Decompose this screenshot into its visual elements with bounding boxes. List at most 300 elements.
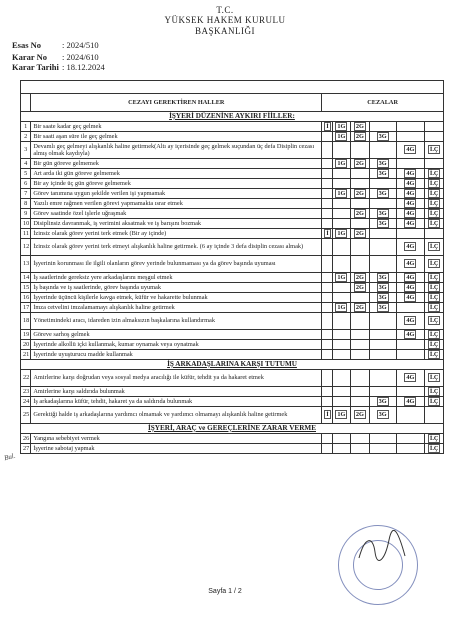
penalty-cell — [322, 219, 332, 229]
penalty-cell — [322, 350, 332, 360]
penalty-value: 4G — [406, 260, 415, 268]
penalty-value: 2G — [355, 132, 364, 140]
penalty-cell — [369, 283, 396, 293]
penalty-value: İ.Ç — [429, 340, 439, 348]
table-row — [21, 132, 444, 142]
penalty-cell — [425, 219, 444, 229]
penalty-cell — [425, 444, 444, 454]
margin-note: Bul. — [3, 451, 17, 463]
penalty-cell — [322, 189, 332, 199]
penalty-cell — [351, 142, 370, 159]
penalty-cell — [396, 407, 425, 424]
penalty-cell — [396, 209, 425, 219]
penalty-value: İ.Ç — [429, 219, 439, 227]
row-number: 24 — [21, 397, 31, 407]
penalty-cell — [396, 239, 425, 256]
row-number: 17 — [21, 303, 31, 313]
penalty-cell — [425, 142, 444, 159]
section-heading-3: İŞYERİ, ARAÇ ve GEREÇLERİNE ZARAR VERME — [21, 424, 444, 434]
penalty-value: İ.Ç — [429, 303, 439, 311]
penalty-cell — [332, 159, 351, 169]
penalty-cell — [396, 387, 425, 397]
penalty-cell — [322, 229, 332, 239]
table-row — [21, 434, 444, 444]
penalty-cell — [351, 303, 370, 313]
penalty-cell — [322, 407, 332, 424]
row-number: 11 — [21, 229, 31, 239]
penalty-cell — [351, 189, 370, 199]
row-number: 6 — [21, 179, 31, 189]
penalty-cell — [396, 370, 425, 387]
penalty-value: 3G — [378, 303, 387, 311]
penalty-cell — [332, 142, 351, 159]
penalty-cell — [425, 330, 444, 340]
penalty-value: 4G — [406, 243, 415, 251]
penalty-value: İ.Ç — [429, 317, 439, 325]
offense-text: Bir saate kadar geç gelmek — [31, 122, 322, 132]
penalty-cell — [351, 209, 370, 219]
penalty-value: İ.Ç — [429, 444, 439, 452]
penalty-cell — [322, 122, 332, 132]
penalty-cell — [396, 444, 425, 454]
penalty-value: 4G — [406, 397, 415, 405]
table-row — [21, 350, 444, 360]
offense-text: Gerektiği halde iş arkadaşlarına yardımcı olmamak ve yardımcı olmamayı alışkanlık haline getirmek — [31, 407, 322, 424]
offense-text: İşyerinde uyuşturucu madde kullanmak — [31, 350, 322, 360]
penalty-cell — [332, 434, 351, 444]
penalty-cell — [351, 444, 370, 454]
penalty-cell — [351, 313, 370, 330]
penalty-cell — [322, 444, 332, 454]
offense-text: Yönetimindeki aracı, idareden izin almaksızın başkalarına kullandırmak — [31, 313, 322, 330]
penalty-value: İ.Ç — [429, 283, 439, 291]
penalty-cell — [425, 169, 444, 179]
penalty-cell — [425, 189, 444, 199]
row-number: 5 — [21, 169, 31, 179]
penalty-cell — [396, 122, 425, 132]
penalty-cell — [425, 199, 444, 209]
penalty-value: 3G — [378, 411, 387, 419]
penalty-cell — [369, 159, 396, 169]
penalty-cell — [351, 330, 370, 340]
penalty-cell — [425, 340, 444, 350]
penalty-value: 2G — [355, 189, 364, 197]
penalty-cell — [369, 256, 396, 273]
table-row — [21, 229, 444, 239]
penalty-cell — [332, 229, 351, 239]
penalty-cell — [322, 199, 332, 209]
offense-text: İşyerine sabotaj yapmak — [31, 444, 322, 454]
offense-text: İş arkadaşlarına küfür, tehdit, hakaret ya da saldırıda bulunmak — [31, 397, 322, 407]
penalty-value: 1G — [337, 303, 346, 311]
penalty-cell — [332, 273, 351, 283]
table-row — [21, 219, 444, 229]
penalty-cell — [332, 407, 351, 424]
penalty-value: İ.Ç — [429, 209, 439, 217]
row-number: 20 — [21, 340, 31, 350]
penalty-cell — [369, 122, 396, 132]
row-number: 2 — [21, 132, 31, 142]
penalty-cell — [332, 179, 351, 189]
esas-no: Esas No : 2024/510 — [12, 40, 99, 50]
penalty-value: 4G — [406, 293, 415, 301]
penalty-cell — [351, 293, 370, 303]
penalty-value: 2G — [355, 159, 364, 167]
penalty-cell — [396, 179, 425, 189]
row-number: 16 — [21, 293, 31, 303]
penalty-cell — [396, 189, 425, 199]
penalty-cell — [322, 283, 332, 293]
penalty-value: 4G — [406, 330, 415, 338]
penalty-value: İ.Ç — [429, 374, 439, 382]
penalty-cell — [369, 229, 396, 239]
penalty-cell — [369, 397, 396, 407]
penalty-cell — [369, 293, 396, 303]
penalty-cell — [351, 179, 370, 189]
penalty-cell — [396, 169, 425, 179]
penalty-cell — [332, 219, 351, 229]
col-header-cezalar: CEZALAR — [322, 94, 444, 112]
penalty-cell — [369, 273, 396, 283]
penalty-cell — [322, 256, 332, 273]
penalty-cell — [425, 313, 444, 330]
table-row — [21, 313, 444, 330]
penalty-value: 1G — [337, 159, 346, 167]
offense-text: Yangına sebebiyet vermek — [31, 434, 322, 444]
penalty-cell — [322, 293, 332, 303]
penalty-cell — [425, 209, 444, 219]
penalty-value: 3G — [378, 293, 387, 301]
penalty-cell — [369, 340, 396, 350]
penalty-cell — [425, 387, 444, 397]
row-number: 3 — [21, 142, 31, 159]
penalty-value: İ — [326, 122, 329, 130]
penalty-cell — [369, 444, 396, 454]
penalty-value: İ.Ç — [429, 397, 439, 405]
penalty-cell — [332, 370, 351, 387]
penalty-cell — [351, 229, 370, 239]
penalty-cell — [351, 350, 370, 360]
penalty-cell — [425, 159, 444, 169]
penalty-cell — [396, 350, 425, 360]
penalty-value: 2G — [355, 303, 364, 311]
penalty-cell — [332, 169, 351, 179]
page-footer: Sayfa 1 / 2 — [208, 588, 242, 595]
penalty-cell — [351, 169, 370, 179]
penalty-value: 2G — [355, 122, 364, 130]
penalty-cell — [396, 219, 425, 229]
penalty-cell — [396, 340, 425, 350]
penalty-value: İ — [326, 411, 329, 419]
col-header-haller: CEZAYI GEREKTİREN HALLER — [31, 94, 322, 112]
penalty-value: 3G — [378, 209, 387, 217]
penalty-value: 1G — [337, 132, 346, 140]
penalty-value: 2G — [355, 209, 364, 217]
penalty-value: 4G — [406, 189, 415, 197]
penalty-value: İ.Ç — [429, 199, 439, 207]
table-row — [21, 444, 444, 454]
penalty-cell — [369, 313, 396, 330]
penalty-cell — [369, 132, 396, 142]
penalty-cell — [322, 179, 332, 189]
penalty-cell — [322, 209, 332, 219]
row-number: 19 — [21, 330, 31, 340]
penalty-value: İ.Ç — [429, 387, 439, 395]
penalty-table — [20, 80, 444, 454]
penalty-cell — [322, 239, 332, 256]
table-row — [21, 303, 444, 313]
penalty-cell — [351, 387, 370, 397]
penalty-value: 3G — [378, 397, 387, 405]
row-number: 26 — [21, 434, 31, 444]
penalty-cell — [425, 122, 444, 132]
penalty-cell — [322, 313, 332, 330]
penalty-value: İ.Ç — [429, 330, 439, 338]
penalty-cell — [322, 132, 332, 142]
penalty-cell — [396, 159, 425, 169]
offense-text: İş saatlerinde gereksiz yere arkadaşlarını meşgul etmek — [31, 273, 322, 283]
penalty-value: İ.Ç — [429, 273, 439, 281]
penalty-value: İ.Ç — [429, 434, 439, 442]
penalty-cell — [369, 303, 396, 313]
penalty-cell — [332, 330, 351, 340]
penalty-value: 1G — [337, 122, 346, 130]
penalty-cell — [322, 340, 332, 350]
penalty-cell — [322, 142, 332, 159]
row-number: 18 — [21, 313, 31, 330]
penalty-value: 2G — [355, 229, 364, 237]
penalty-cell — [396, 293, 425, 303]
table-row — [21, 159, 444, 169]
offense-text: İzinsiz olarak görev yerini terk etmek (Bir ay içinde) — [31, 229, 322, 239]
row-number: 25 — [21, 407, 31, 424]
offense-text: İşyerinin korunması ile ilgili olanların görev yerinde bulunmaması ya da görev başında uyuması — [31, 256, 322, 273]
penalty-cell — [322, 387, 332, 397]
table-row — [21, 330, 444, 340]
penalty-cell — [425, 273, 444, 283]
offense-text: Amirlerine karşı saldırıda bulunmak — [31, 387, 322, 397]
penalty-cell — [332, 239, 351, 256]
penalty-value: 4G — [406, 374, 415, 382]
penalty-value: 3G — [378, 169, 387, 177]
penalty-cell — [322, 273, 332, 283]
table-row — [21, 256, 444, 273]
penalty-cell — [322, 370, 332, 387]
header-presidency: BAŞKANLIĞI — [195, 26, 255, 36]
penalty-value: İ.Ç — [429, 243, 439, 251]
penalty-cell — [369, 219, 396, 229]
penalty-value: 2G — [355, 283, 364, 291]
penalty-cell — [425, 283, 444, 293]
table-row — [21, 407, 444, 424]
penalty-cell — [332, 256, 351, 273]
table-row — [21, 199, 444, 209]
penalty-value: İ.Ç — [429, 189, 439, 197]
table-row — [21, 340, 444, 350]
table-row — [21, 293, 444, 303]
section-heading-1: İŞYERİ DÜZENİNE AYKIRI FİİLLER: — [21, 112, 444, 122]
offense-text: Yazılı emre rağmen verilen görevi yapmamakta ısrar etmek — [31, 199, 322, 209]
penalty-value: 4G — [406, 209, 415, 217]
row-number: 8 — [21, 199, 31, 209]
penalty-value: 3G — [378, 273, 387, 281]
offense-text: İşyerinde alkollü içki kullanmak, kumar oynamak veya oynatmak — [31, 340, 322, 350]
penalty-value: 3G — [378, 189, 387, 197]
penalty-cell — [351, 199, 370, 209]
penalty-cell — [425, 229, 444, 239]
penalty-cell — [351, 159, 370, 169]
penalty-cell — [369, 330, 396, 340]
offense-text: Devamlı geç gelmeyi alışkanlık haline getirmek(Altı ay içerisinde geç gelmek suçundan üç defa Disiplin cezası almış olmak kaydıyla) — [31, 142, 322, 159]
penalty-value: 2G — [355, 273, 364, 281]
row-number: 1 — [21, 122, 31, 132]
penalty-cell — [351, 122, 370, 132]
penalty-value: 4G — [406, 179, 415, 187]
penalty-cell — [351, 256, 370, 273]
header-institution: YÜKSEK HAKEM KURULU — [164, 15, 286, 25]
penalty-cell — [369, 387, 396, 397]
row-number: 21 — [21, 350, 31, 360]
penalty-value: 4G — [406, 169, 415, 177]
row-number: 27 — [21, 444, 31, 454]
penalty-cell — [332, 313, 351, 330]
penalty-value: 3G — [378, 283, 387, 291]
penalty-cell — [369, 370, 396, 387]
table-row — [21, 387, 444, 397]
header-tc: T.C. — [216, 5, 234, 15]
penalty-cell — [351, 397, 370, 407]
penalty-cell — [322, 330, 332, 340]
penalty-cell — [322, 303, 332, 313]
offense-text: Bir saati aşan süre ile geç gelmek — [31, 132, 322, 142]
penalty-cell — [351, 370, 370, 387]
penalty-cell — [425, 434, 444, 444]
penalty-cell — [425, 256, 444, 273]
penalty-cell — [425, 239, 444, 256]
table-row — [21, 370, 444, 387]
penalty-cell — [332, 387, 351, 397]
penalty-cell — [425, 132, 444, 142]
penalty-value: 1G — [337, 273, 346, 281]
penalty-cell — [332, 397, 351, 407]
penalty-value: İ.Ç — [429, 350, 439, 358]
table-row — [21, 283, 444, 293]
row-number: 22 — [21, 370, 31, 387]
penalty-cell — [425, 179, 444, 189]
penalty-value: 1G — [337, 229, 346, 237]
penalty-value: 3G — [378, 159, 387, 167]
penalty-cell — [322, 434, 332, 444]
penalty-cell — [396, 283, 425, 293]
table-row — [21, 169, 444, 179]
penalty-value: 4G — [406, 283, 415, 291]
row-number: 9 — [21, 209, 31, 219]
penalty-value: 4G — [406, 146, 415, 154]
penalty-value: 3G — [378, 219, 387, 227]
offense-text: Art arda iki gün göreve gelmemek — [31, 169, 322, 179]
penalty-cell — [369, 199, 396, 209]
offense-text: Görev saatinde özel işlerle uğraşmak — [31, 209, 322, 219]
penalty-cell — [369, 209, 396, 219]
table-row — [21, 142, 444, 159]
penalty-value: 4G — [406, 199, 415, 207]
penalty-cell — [332, 122, 351, 132]
penalty-value: 2G — [355, 411, 364, 419]
penalty-cell — [332, 444, 351, 454]
top-spacer-row — [21, 81, 444, 94]
offense-text: Disiplinsiz davranmak, iş verimini aksatmak ve iş barışını bozmak — [31, 219, 322, 229]
penalty-cell — [396, 132, 425, 142]
penalty-value: İ.Ç — [429, 293, 439, 301]
penalty-value: İ.Ç — [429, 179, 439, 187]
penalty-cell — [332, 340, 351, 350]
penalty-cell — [425, 370, 444, 387]
offense-text: İşyerinde üçüncü kişilerle kavga etmek, küfür ve hakarette bulunmak — [31, 293, 322, 303]
penalty-cell — [425, 350, 444, 360]
penalty-cell — [396, 330, 425, 340]
penalty-cell — [369, 239, 396, 256]
penalty-value: 1G — [337, 189, 346, 197]
offense-text: İmza cetvelini imzalamamayı alışkanlık haline getirmek — [31, 303, 322, 313]
row-number: 4 — [21, 159, 31, 169]
penalty-value: 1G — [337, 411, 346, 419]
offense-text: Görev tanımına uygun şekilde verilen işi yapmamak — [31, 189, 322, 199]
penalty-cell — [351, 340, 370, 350]
table-row — [21, 397, 444, 407]
offense-text: Bir ay içinde üç gün göreve gelmemek — [31, 179, 322, 189]
table-row — [21, 239, 444, 256]
offense-text: Amirlerine karşı doğrudan veya sosyal medya aracılığı ile küfür, tehdit ya da hakaret etmek — [31, 370, 322, 387]
penalty-cell — [396, 397, 425, 407]
penalty-cell — [332, 189, 351, 199]
penalty-cell — [332, 350, 351, 360]
penalty-value: İ.Ç — [429, 169, 439, 177]
penalty-cell — [396, 229, 425, 239]
row-number: 15 — [21, 283, 31, 293]
table-row — [21, 179, 444, 189]
penalty-cell — [332, 283, 351, 293]
penalty-cell — [332, 293, 351, 303]
spacer-cell — [21, 94, 31, 112]
penalty-cell — [396, 434, 425, 444]
penalty-cell — [369, 179, 396, 189]
penalty-value: İ.Ç — [429, 260, 439, 268]
karar-tarihi: Karar Tarihi : 18.12.2024 — [12, 62, 105, 72]
penalty-cell — [369, 189, 396, 199]
penalty-cell — [332, 132, 351, 142]
offense-text: İş başında ve iş saatlerinde, görev başında uyumak — [31, 283, 322, 293]
penalty-value: 4G — [406, 219, 415, 227]
penalty-cell — [396, 303, 425, 313]
penalty-cell — [369, 169, 396, 179]
penalty-value: İ.Ç — [429, 146, 439, 154]
penalty-cell — [396, 142, 425, 159]
penalty-cell — [322, 169, 332, 179]
penalty-cell — [322, 159, 332, 169]
table-row — [21, 189, 444, 199]
section-heading-2: İŞ ARKADAŞLARINA KARŞI TUTUMU — [21, 360, 444, 370]
offense-text: İzinsiz olarak görev yerini terk etmeyi alışkanlık haline getirmek. (6 ay içinde 3 defa disiplin cezası almak) — [31, 239, 322, 256]
penalty-cell — [332, 199, 351, 209]
penalty-cell — [396, 199, 425, 209]
offense-text: Göreve sarhoş gelmek — [31, 330, 322, 340]
row-number: 12 — [21, 239, 31, 256]
penalty-cell — [322, 397, 332, 407]
penalty-cell — [351, 239, 370, 256]
penalty-cell — [425, 303, 444, 313]
offense-text: Bir gün göreve gelmemek — [31, 159, 322, 169]
table-row — [21, 273, 444, 283]
